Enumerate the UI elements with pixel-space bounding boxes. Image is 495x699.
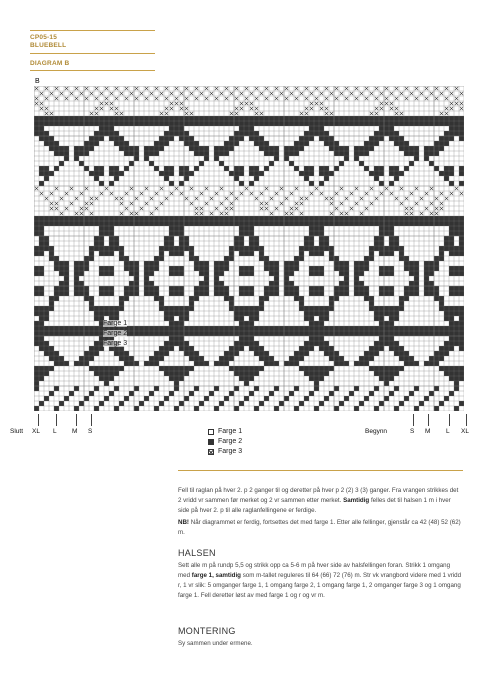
size-left-m: M	[72, 428, 78, 435]
knitting-chart	[34, 86, 464, 411]
legend-farge-3: Farge 3	[208, 448, 242, 455]
tick-right-xl	[466, 414, 467, 426]
filled-square-icon	[208, 439, 214, 445]
legend-farge-2: Farge 2	[208, 438, 242, 445]
heading-halsen: HALSEN	[178, 548, 216, 558]
legend-farge-1: Farge 1	[208, 428, 242, 435]
text-rule	[178, 470, 463, 471]
pattern-code: CP05-15 BLUEBELL	[30, 34, 67, 49]
overlay-farge-3: Farge 3	[103, 340, 128, 347]
cross-square-icon	[208, 449, 214, 455]
size-right-s: S	[410, 428, 415, 435]
tick-left-l	[56, 414, 57, 426]
overlay-farge-1: Farge 1	[103, 320, 128, 327]
chart-label: B	[35, 78, 40, 85]
overlay-farge-2: Farge 2	[103, 330, 128, 337]
tick-right-s	[413, 414, 414, 426]
diagram-title: DIAGRAM B	[30, 60, 70, 67]
paragraph-montering: Sy sammen under ermene.	[178, 640, 253, 647]
size-right-m: M	[425, 428, 431, 435]
paragraph-halsen: Sett alle m på rundp 5,5 og strikk opp ca 5-6 m på hver side av halsfellingen foran. Strikk 1 omgang med farge 1, samtidig som m-tallet reguleres til 64 (66) 72 (76) m. Str vk vrangbord videre med 1 vridd r, 1 vr slik: 5 omganger farge 1, 1 omgang farge 2, 1 omgang farge 1, 2 omganger farge 3 og 1 omgang farge 1. Fell deretter løst av med farge 1 og r og vr m.	[178, 562, 462, 599]
size-left-xl: XL	[32, 428, 40, 435]
size-right-xl: XL	[461, 428, 469, 435]
size-left-s: S	[88, 428, 93, 435]
size-left-l: L	[53, 428, 57, 435]
white-square-icon	[208, 429, 214, 435]
tick-left-xl	[38, 414, 39, 426]
paragraph-nb: NB! Når diagrammet er ferdig, fortsettes det med farge 1. Etter alle fellinger, gjenstår ca 42 (48) 52 (62) m.	[178, 519, 461, 536]
header-rule-mid	[30, 53, 155, 54]
start-label: Slutt	[10, 428, 24, 435]
paragraph-raglan: Fell til raglan på hver 2. p 2 ganger til og deretter på hver p 2 (2) 3 (3) ganger. Fra vrangen strikkes det 2 vridd vr sammen før merket og 2 vr sammen etter merket. Samtidig felles det til halsen 1 m i hver side på hver 2. p til alle raglanfellingene er ferdige.	[178, 487, 459, 514]
tick-right-l	[449, 414, 450, 426]
header-rule-top	[30, 30, 155, 31]
end-label: Begynn	[365, 428, 388, 435]
size-right-l: L	[446, 428, 450, 435]
tick-right-m	[428, 414, 429, 426]
header-rule-bottom	[30, 70, 155, 71]
tick-left-s	[91, 414, 92, 426]
heading-montering: MONTERING	[178, 626, 236, 636]
tick-left-m	[76, 414, 77, 426]
